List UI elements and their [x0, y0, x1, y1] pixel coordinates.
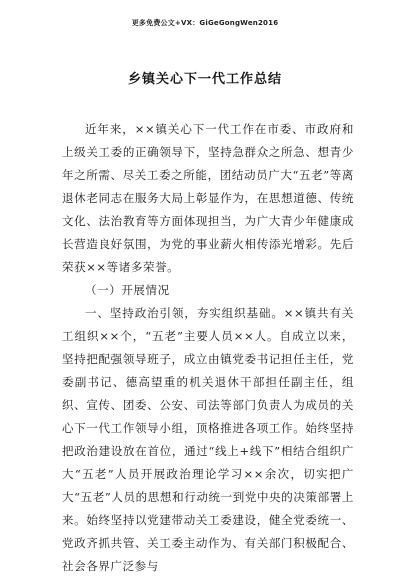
section-heading: （一）开展情况: [85, 283, 170, 297]
document-body: [62, 118, 354, 578]
section-paragraph: 一、坚持政治引领，夯实组织基础。××镇共有关工组织××个，“五老”主要人员××人。自成立以来，坚持把配强领导班子，成立由镇党委书记担任主任，党委副书记、德高望重的机关退休干部担任副主任，组织、宣传、团委、公安、司法等部门负责人为成员的关心下一代工作领导小组，顶格推进各项工作。始终坚持把政治建设放在首位，通过“线上+线下”相结合组织广大“五老”人员开展政治理论学习××余次，切实把广大“五老”人员的思想和行动统一到党中央的决策部署上来。始终坚持以党建带动关工委建设，健全党委统一、党政齐抓共管、关工委主动作为、有关部门积极配合、社会各界广泛参与: [62, 306, 354, 573]
header-note: 更多免费公文+VX：GiGeGongWen2016: [131, 19, 279, 27]
intro-paragraph: 近年来，××镇关心下一代工作在市委、市政府和上级关工委的正确领导下，坚持急群众之所急、想青少年之所需、尽关工委之所能，团结动员广大“五老”等离退休老同志在服务大局上彰显作为，在思想道德、传统文化、法治教育等方面体现担当，为广大青少年健康成长营造良好氛围，为党的事业薪火相传添光增彩。先后荣获××等诸多荣誉。: [62, 122, 354, 274]
document-title: 乡镇关心下一代工作总结: [127, 72, 282, 87]
